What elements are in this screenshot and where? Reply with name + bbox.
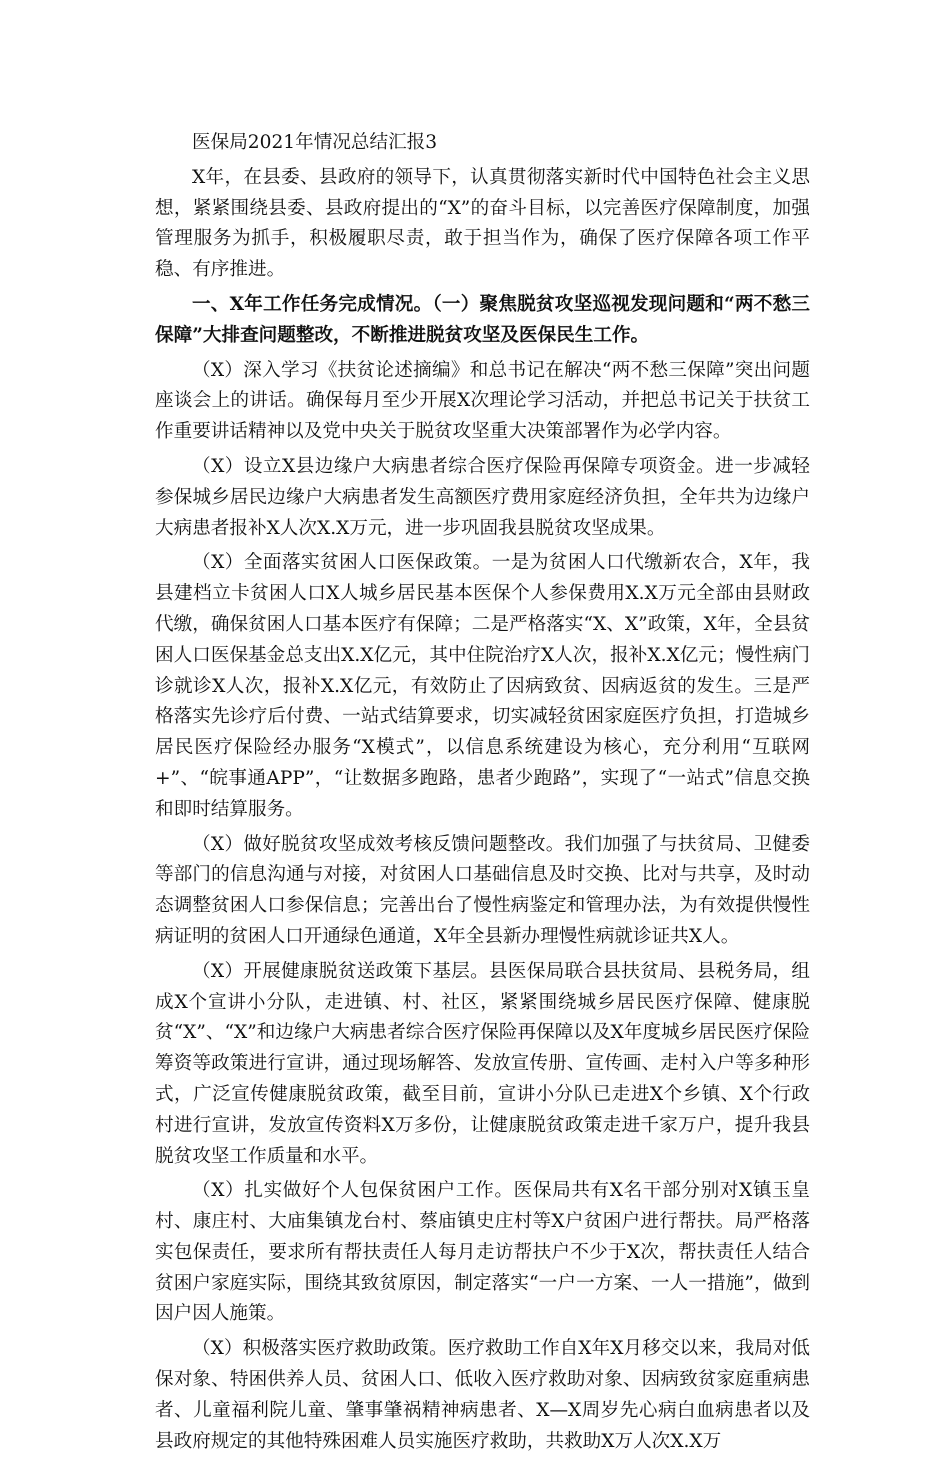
paragraph-policy: （X）全面落实贫困人口医保政策。一是为贫困人口代缴新农合，X年，我县建档立卡贫困人口X人城乡居民基本医保个人参保费用X.X万元全部由县财政代缴，确保贫困人口基本医疗有保障；二是严格落实“X、X”政策，X年，全县贫困人口医保基金总支出X.X亿元，其中住院治疗X人次，报补X.X亿元；慢性病门诊就诊X人次，报补X.X亿元，有效防止了因病致贫、因病返贫的发生。三是严格落实先诊疗后付费、一站式结算要求，切实减轻贫困家庭医疗负担，打造城乡居民医疗保险经办服务“X模式”，以信息系统建设为核心，充分利用“互联网+”、“皖事通APP”，“让数据多跑路，患者少跑路”，实现了“一站式”信息交换和即时结算服务。 — [155, 552, 810, 820]
paragraph-outreach: （X）开展健康脱贫送政策下基层。县医保局联合县扶贫局、县税务局，组成X个宣讲小分队，走进镇、村、社区，紧紧围绕城乡居民医疗保障、健康脱贫“X”、“X”和边缘户大病患者综合医疗保险再保障以及X年度城乡居民医疗保险筹资等政策进行宣讲，通过现场解答、发放宣传册、宣传画、走村入户等多种形式，广泛宣传健康脱贫政策，截至目前，宣讲小分队已走进X个乡镇、X个行政村进行宣讲，发放宣传资料X万多份，让健康脱贫政策走进千家万户，提升我县脱贫攻坚工作质量和水平。 — [155, 960, 810, 1167]
document-title: 医保局2021年情况总结汇报3 — [192, 132, 438, 153]
section-heading: 一、X年工作任务完成情况。（一）聚焦脱贫攻坚巡视发现问题和“两不愁三保障”大排查问题整改，不断推进脱贫攻坚及医保民生工作。 — [155, 293, 810, 346]
document-page — [155, 128, 810, 1461]
paragraph-medical-aid: （X）积极落实医疗救助政策。医疗救助工作自X年X月移交以来，我局对低保对象、特困供养人员、贫困人口、低收入医疗救助对象、因病致贫家庭重病患者、儿童福利院儿童、肇事肇祸精神病患者、X—X周岁先心病白血病患者以及县政府规定的其他特殊困难人员实施医疗救助，共救助X万人次X.X万 — [155, 1338, 810, 1452]
paragraph-assistance: （X）扎实做好个人包保贫困户工作。医保局共有X名干部分别对X镇玉皇村、康庄村、大庙集镇龙台村、蔡庙镇史庄村等X户贫困户进行帮扶。局严格落实包保责任，要求所有帮扶责任人每月走访帮扶户不少于X次，帮扶责任人结合贫困户家庭实际，围绕其致贫原因，制定落实“一户一方案、一人一措施”，做到因户因人施策。 — [155, 1180, 810, 1325]
paragraph-fund: （X）设立X县边缘户大病患者综合医疗保险再保障专项资金。进一步减轻参保城乡居民边缘户大病患者发生高额医疗费用家庭经济负担，全年共为边缘户大病患者报补X人次X.X万元，进一步巩固我县脱贫攻坚成果。 — [155, 455, 810, 539]
paragraph-rectification: （X）做好脱贫攻坚成效考核反馈问题整改。我们加强了与扶贫局、卫健委等部门的信息沟通与对接，对贫困人口基础信息及时交换、比对与共享，及时动态调整贫困人口参保信息；完善出台了慢性病鉴定和管理办法，为有效提供慢性病证明的贫困人口开通绿色通道，X年全县新办理慢性病就诊证共X人。 — [155, 833, 810, 947]
intro-paragraph: X年，在县委、县政府的领导下，认真贯彻落实新时代中国特色社会主义思想，紧紧围绕县委、县政府提出的“X”的奋斗目标，以完善医疗保障制度，加强管理服务为抓手，积极履职尽责，敢于担当作为，确保了医疗保障各项工作平稳、有序推进。 — [155, 166, 811, 281]
paragraph-study: （X）深入学习《扶贫论述摘编》和总书记在解决“两不愁三保障”突出问题座谈会上的讲话。确保每月至少开展X次理论学习活动，并把总书记关于扶贫工作重要讲话精神以及党中央关于脱贫攻坚重大决策部署作为必学内容。 — [155, 359, 810, 443]
